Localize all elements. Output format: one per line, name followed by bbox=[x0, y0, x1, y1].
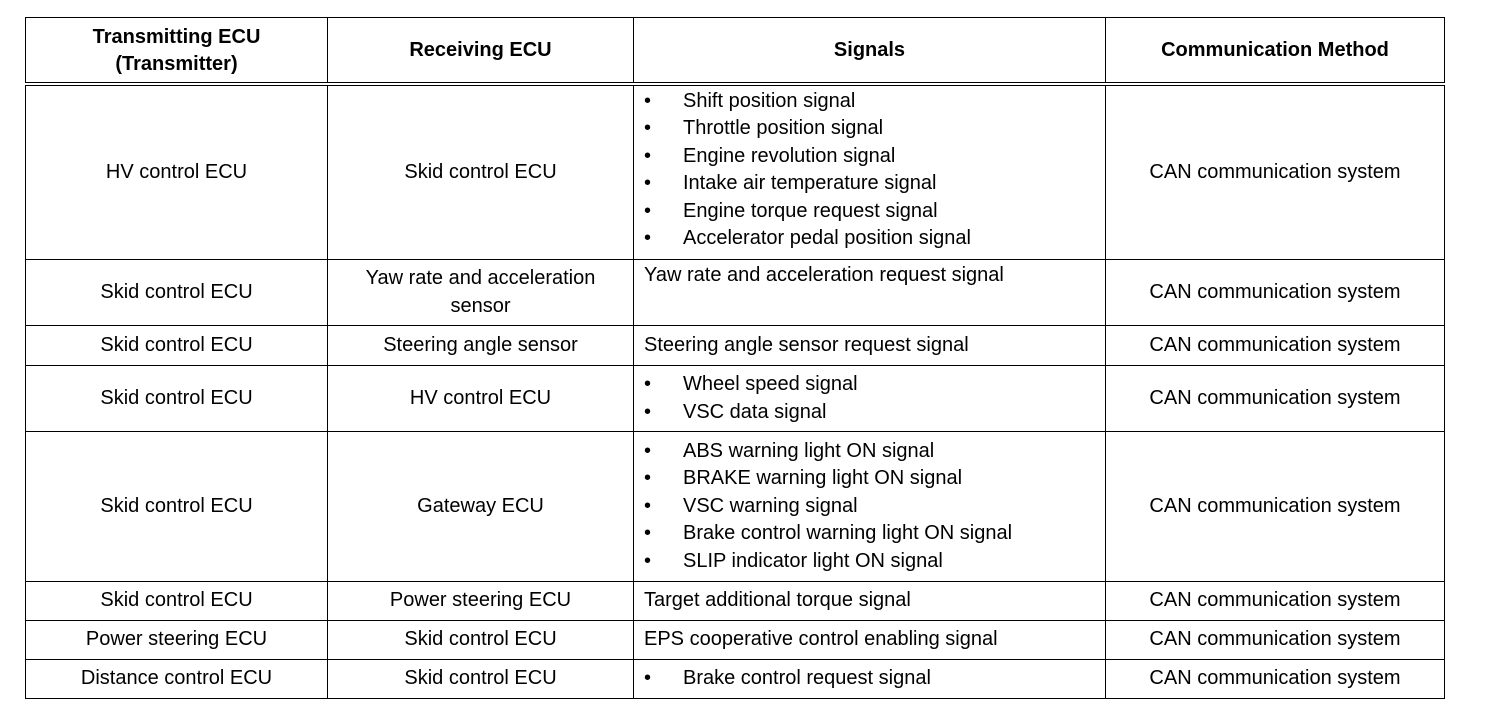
cell-receiving-ecu: Skid control ECU bbox=[328, 84, 634, 260]
signal-text: Engine revolution signal bbox=[683, 144, 896, 167]
signal-item bbox=[644, 493, 1097, 521]
signal-text: Brake control request signal bbox=[683, 667, 931, 690]
signal-text: Target additional torque signal bbox=[644, 589, 911, 612]
cell-receiving-ecu: HV control ECU bbox=[328, 366, 634, 432]
signal-text: VSC warning signal bbox=[683, 494, 858, 517]
cell-signals bbox=[634, 660, 1106, 699]
header-transmitting-ecu bbox=[26, 18, 328, 84]
cell-receiving-ecu: Yaw rate and acceleration sensor bbox=[328, 260, 634, 326]
signal-text: Throttle position signal bbox=[683, 117, 884, 139]
table-row bbox=[26, 260, 1445, 326]
cell-communication-method: CAN communication system bbox=[1106, 432, 1445, 582]
bullet-icon: • bbox=[644, 439, 652, 462]
signal-item bbox=[644, 665, 1097, 693]
signal-text: ABS warning light ON signal bbox=[683, 439, 935, 462]
signal-item bbox=[644, 143, 1097, 171]
cell-transmitting-ecu: Skid control ECU bbox=[26, 326, 328, 366]
signal-item bbox=[644, 115, 1097, 143]
table-row bbox=[26, 326, 1445, 366]
table-row bbox=[26, 621, 1445, 660]
signal-item bbox=[644, 88, 1097, 116]
cell-receiving-ecu: Skid control ECU bbox=[328, 621, 634, 660]
cell-transmitting-ecu: Skid control ECU bbox=[26, 582, 328, 621]
table-row bbox=[26, 366, 1445, 432]
header-receiving-ecu: Receiving ECU bbox=[328, 18, 634, 84]
signal-item bbox=[644, 170, 1097, 198]
header-transmitting-line1: Transmitting ECU bbox=[92, 25, 261, 48]
signal-text: Intake air temperature signal bbox=[683, 172, 937, 194]
bullet-icon: • bbox=[644, 89, 652, 112]
cell-receiving-ecu: Steering angle sensor bbox=[328, 326, 634, 366]
signal-item bbox=[644, 438, 1097, 466]
signal-text: Shift position signal bbox=[683, 89, 856, 112]
cell-communication-method: CAN communication system bbox=[1106, 582, 1445, 621]
cell-signals bbox=[634, 621, 1106, 660]
cell-transmitting-ecu: Skid control ECU bbox=[26, 432, 328, 582]
cell-receiving-ecu: Power steering ECU bbox=[328, 582, 634, 621]
cell-receiving-ecu: Skid control ECU bbox=[328, 660, 634, 699]
table-row bbox=[26, 582, 1445, 621]
bullet-icon: • bbox=[644, 199, 652, 222]
bullet-icon: • bbox=[644, 172, 652, 194]
cell-signals bbox=[634, 582, 1106, 621]
cell-signals bbox=[634, 84, 1106, 260]
cell-signals bbox=[634, 432, 1106, 582]
bullet-icon: • bbox=[644, 373, 652, 395]
bullet-icon: • bbox=[644, 227, 652, 249]
signal-item bbox=[644, 399, 1097, 427]
cell-transmitting-ecu: Skid control ECU bbox=[26, 366, 328, 432]
bullet-icon: • bbox=[644, 494, 652, 517]
bullet-icon: • bbox=[644, 522, 652, 545]
cell-transmitting-ecu: HV control ECU bbox=[26, 84, 328, 260]
cell-communication-method: CAN communication system bbox=[1106, 621, 1445, 660]
bullet-icon: • bbox=[644, 549, 652, 572]
signal-item bbox=[644, 371, 1097, 399]
signal-item bbox=[644, 465, 1097, 493]
table-header-row bbox=[26, 18, 1445, 84]
signal-item bbox=[644, 548, 1097, 576]
bullet-icon: • bbox=[644, 117, 652, 139]
signal-text: VSC data signal bbox=[683, 400, 827, 423]
signal-text: Accelerator pedal position signal bbox=[683, 227, 971, 249]
signal-text: BRAKE warning light ON signal bbox=[683, 467, 963, 490]
table-row bbox=[26, 84, 1445, 260]
cell-signals bbox=[634, 326, 1106, 366]
table-row bbox=[26, 432, 1445, 582]
ecu-communication-table bbox=[25, 17, 1445, 699]
bullet-icon: • bbox=[644, 400, 652, 423]
signal-list bbox=[644, 371, 1097, 426]
cell-signals bbox=[634, 260, 1106, 326]
signal-item bbox=[644, 225, 1097, 253]
signal-text: Engine torque request signal bbox=[683, 199, 938, 222]
cell-communication-method: CAN communication system bbox=[1106, 84, 1445, 260]
signal-list bbox=[644, 438, 1097, 576]
signal-item bbox=[644, 198, 1097, 226]
signal-text: Wheel speed signal bbox=[683, 373, 858, 395]
table-row bbox=[26, 660, 1445, 699]
bullet-icon: • bbox=[644, 467, 652, 490]
cell-communication-method: CAN communication system bbox=[1106, 326, 1445, 366]
signal-text: Steering angle sensor request signal bbox=[644, 333, 969, 356]
bullet-icon: • bbox=[644, 667, 652, 690]
cell-signals bbox=[634, 366, 1106, 432]
cell-communication-method: CAN communication system bbox=[1106, 260, 1445, 326]
cell-transmitting-ecu: Distance control ECU bbox=[26, 660, 328, 699]
cell-transmitting-ecu: Power steering ECU bbox=[26, 621, 328, 660]
signal-item bbox=[644, 520, 1097, 548]
signal-text: Brake control warning light ON signal bbox=[683, 522, 1013, 545]
header-communication-method: Communication Method bbox=[1106, 18, 1445, 84]
cell-transmitting-ecu: Skid control ECU bbox=[26, 260, 328, 326]
cell-communication-method: CAN communication system bbox=[1106, 366, 1445, 432]
cell-communication-method: CAN communication system bbox=[1106, 660, 1445, 699]
signal-text: Yaw rate and acceleration request signal bbox=[644, 264, 1004, 286]
cell-receiving-ecu: Gateway ECU bbox=[328, 432, 634, 582]
header-signals: Signals bbox=[634, 18, 1106, 84]
bullet-icon: • bbox=[644, 144, 652, 167]
signal-text: SLIP indicator light ON signal bbox=[683, 549, 943, 572]
signal-text: EPS cooperative control enabling signal bbox=[644, 628, 998, 651]
header-transmitting-line2: (Transmitter) bbox=[115, 52, 238, 75]
signal-list bbox=[644, 88, 1097, 253]
signal-list bbox=[644, 665, 1097, 693]
